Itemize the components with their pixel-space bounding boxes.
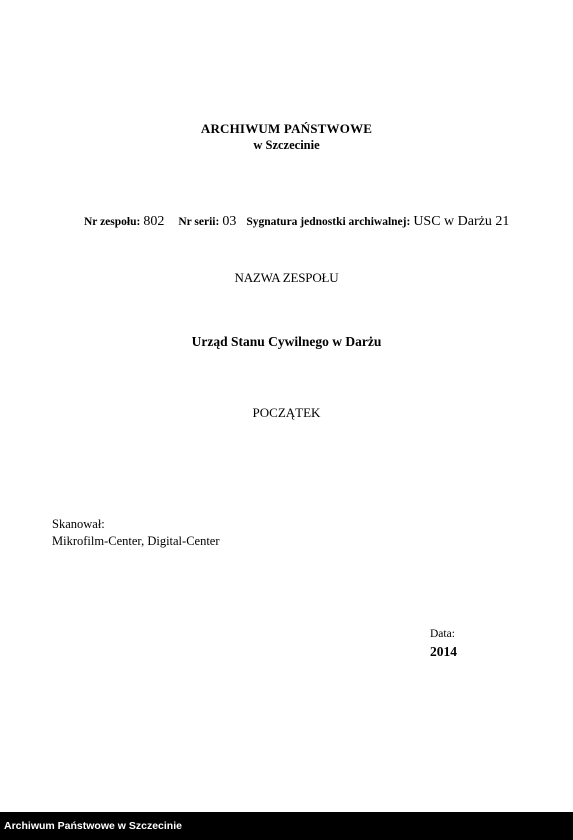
fonds-number-label: Nr zespołu: [84, 216, 141, 228]
date-value: 2014 [430, 644, 457, 659]
section-label: POCZĄTEK [252, 405, 321, 420]
signature-value: USC w Darżu 21 [413, 214, 510, 229]
series-number-label: Nr serii: [178, 216, 220, 228]
footer-bar [0, 812, 573, 840]
archive-name: ARCHIWUM PAŃSTWOWE [200, 121, 373, 136]
fonds-name: Urząd Stanu Cywilnego w Darżu [191, 334, 382, 349]
scan-value: Mikrofilm-Center, Digital-Center [52, 534, 220, 548]
identifiers-row [84, 214, 509, 230]
date-label: Data: [430, 628, 455, 640]
series-number-value: 03 [222, 214, 237, 229]
archive-city: w Szczecinie [253, 138, 320, 152]
signature-label: Sygnatura jednostki archiwalnej: [246, 216, 411, 228]
scan-label: Skanował: [52, 517, 105, 531]
fonds-label: NAZWA ZESPOŁU [234, 270, 339, 285]
footer-text: Archiwum Państwowe w Szczecinie [4, 820, 182, 832]
fonds-number-value: 802 [143, 214, 165, 229]
